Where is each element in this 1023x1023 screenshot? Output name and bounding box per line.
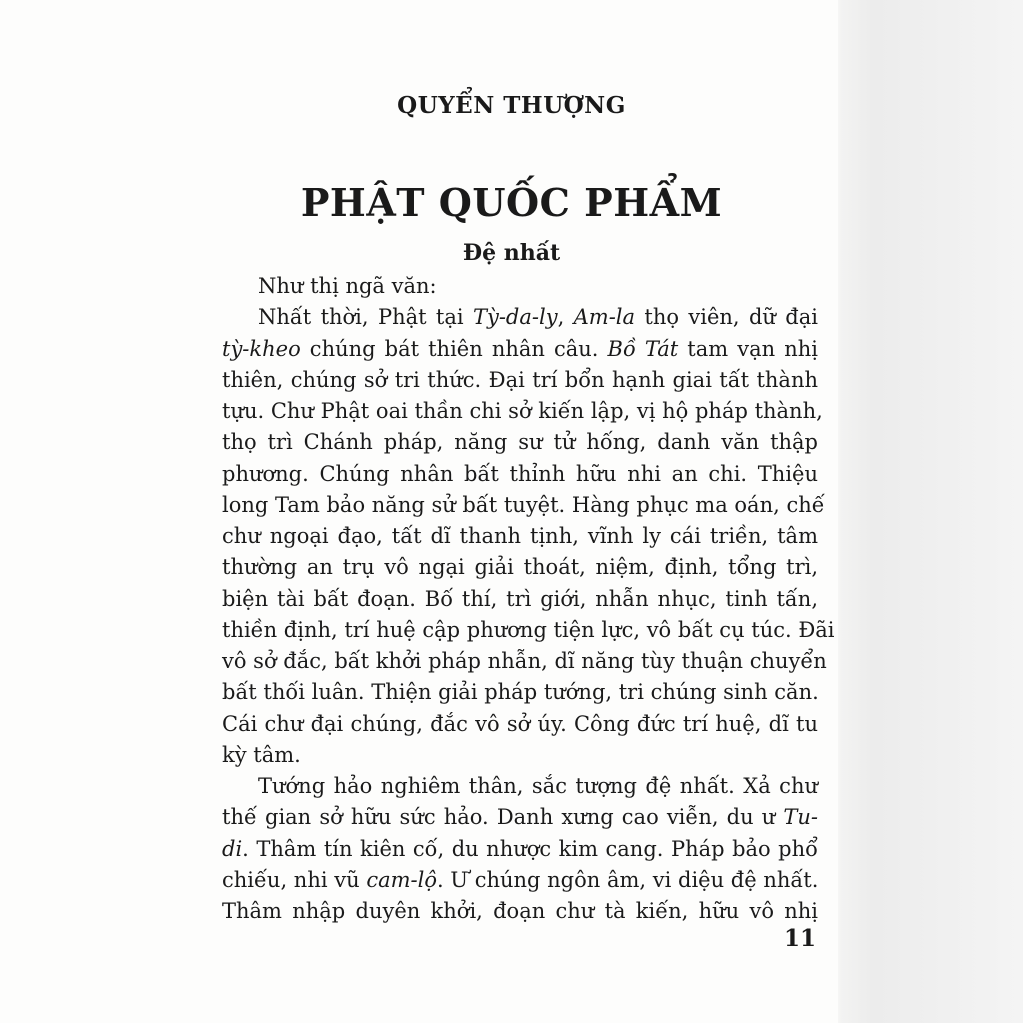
text-line [222, 615, 835, 646]
text-line [222, 709, 818, 740]
text-segment: Cái chư đại chúng, đắc vô sở úy. Công đức trí huệ, dĩ tu [222, 711, 818, 736]
text-segment: chúng bát thiên nhân câu. [300, 336, 608, 361]
page-edge-shadow [833, 0, 1023, 1023]
text-segment: Tướng hảo nghiêm thân, sắc tượng đệ nhất. Xả chư [258, 774, 818, 798]
text-segment: thọ viên, dữ đại [635, 305, 818, 330]
italic-term: Tu- [783, 805, 818, 830]
text-segment: thiên, chúng sở tri thức. Đại trí bổn hạnh giai tất thành [222, 367, 818, 392]
text-segment: vô sở đắc, bất khởi pháp nhẫn, dĩ năng tùy thuận chuyển [222, 649, 827, 673]
text-segment: chiếu, nhi vũ [222, 867, 367, 892]
text-line [222, 365, 818, 396]
text-line [222, 552, 818, 583]
book-part-title: QUYỂN THƯỢNG [397, 92, 626, 119]
text-line [222, 865, 818, 896]
text-segment: tam vạn nhị [678, 336, 818, 361]
text-segment: , [557, 305, 574, 330]
text-line [222, 646, 827, 677]
text-segment: thiền định, trí huệ cập phương tiện lực, vô bất cụ túc. Đãi [222, 617, 835, 642]
text-line [222, 302, 818, 333]
text-segment: biện tài bất đoạn. Bố thí, trì giới, nhẫn nhục, tinh tấn, [222, 586, 818, 611]
chapter-title: PHẬT QUỐC PHẨM [300, 180, 723, 225]
text-segment: Như thị ngã văn: [258, 274, 437, 298]
text-segment: chư ngoại đạo, tất dĩ thanh tịnh, vĩnh ly cái triền, tâm [222, 524, 818, 548]
text-line [222, 802, 818, 833]
text-line [222, 834, 818, 865]
text-line [222, 896, 818, 927]
text-segment: thọ trì Chánh pháp, năng sư tử hống, danh văn thập [222, 430, 818, 455]
italic-term: Am-la [573, 305, 636, 330]
text-segment: long Tam bảo năng sử bất tuyệt. Hàng phục ma oán, chế [222, 492, 825, 517]
body-text [222, 271, 835, 927]
text-segment: . Ư chúng ngôn âm, vi diệu đệ nhất. [436, 867, 819, 892]
italic-term: cam-lộ [366, 867, 437, 892]
text-line [222, 740, 818, 771]
text-line [222, 584, 818, 615]
text-line [222, 427, 818, 458]
italic-term: tỳ-kheo [222, 336, 301, 361]
italic-term: Tỳ-da-ly [472, 305, 558, 330]
italic-term: Bồ Tát [607, 336, 679, 361]
italic-term: di [222, 836, 243, 861]
text-segment: Nhất thời, Phật tại [258, 305, 473, 330]
text-line [222, 271, 818, 302]
text-line [222, 396, 823, 427]
text-line [222, 521, 818, 552]
text-segment: phương. Chúng nhân bất thỉnh hữu nhi an chi. Thiệu [222, 461, 818, 486]
text-line [222, 771, 818, 802]
chapter-subtitle: Đệ nhất [462, 240, 561, 266]
text-segment: bất thối luân. Thiện giải pháp tướng, tri chúng sinh căn. [222, 680, 819, 705]
text-line [222, 334, 818, 365]
text-line [222, 490, 825, 521]
text-segment: kỳ tâm. [222, 742, 301, 767]
text-line [222, 459, 818, 490]
text-segment: thế gian sở hữu sức hảo. Danh xưng cao viễn, du ư [222, 805, 784, 830]
page-number: 11 [784, 925, 817, 952]
text-segment: Thâm nhập duyên khởi, đoạn chư tà kiến, hữu vô nhị [222, 899, 818, 923]
text-segment: thường an trụ vô ngại giải thoát, niệm, định, tổng trì, [222, 555, 818, 580]
text-line [222, 677, 818, 708]
text-segment: tựu. Chư Phật oai thần chi sở kiến lập, vị hộ pháp thành, [222, 399, 823, 423]
text-segment: . Thâm tín kiên cố, du nhược kim cang. Pháp bảo phổ [242, 836, 818, 861]
